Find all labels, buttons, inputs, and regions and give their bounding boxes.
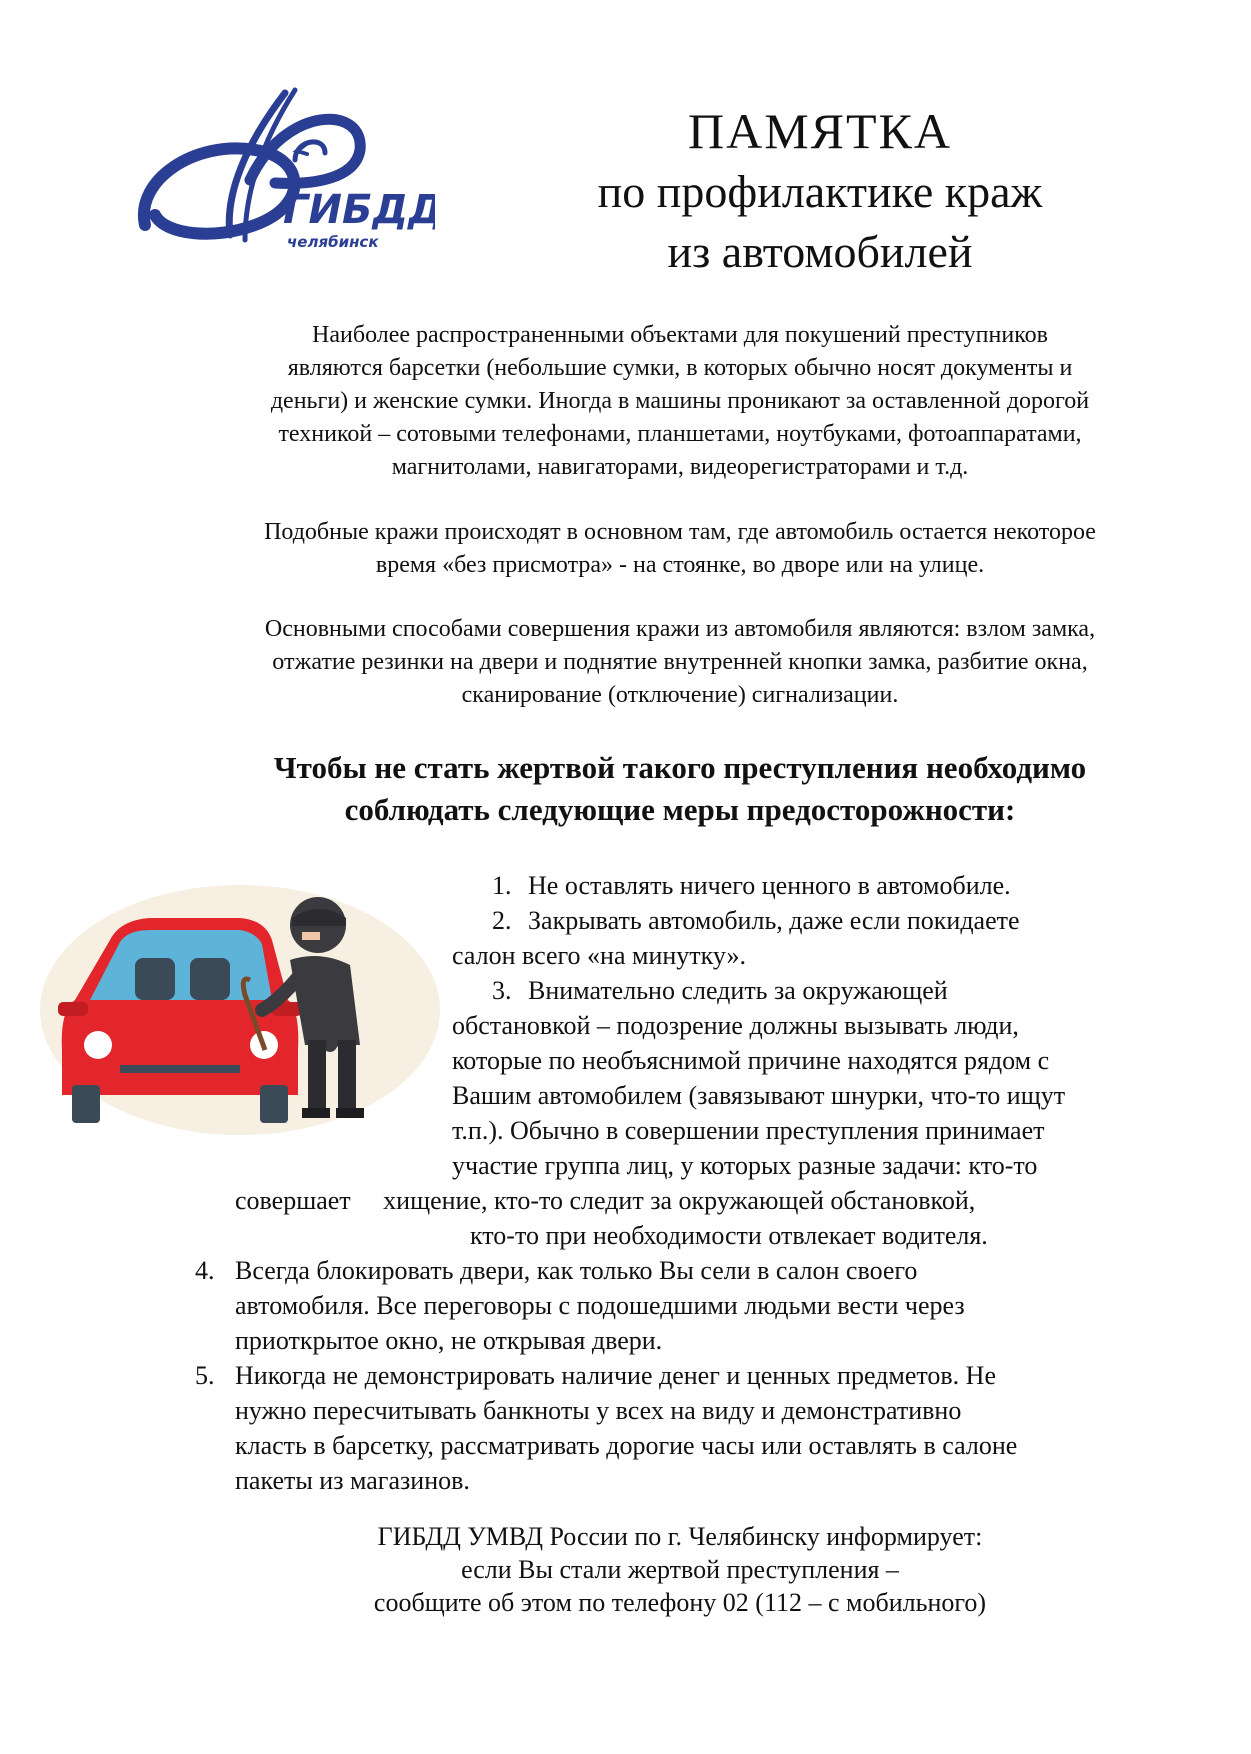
list-item-2 [452, 903, 1192, 938]
precautions-list-top [452, 868, 1192, 1183]
text-line: отжатие резинки на двери и поднятие внутренней кнопки замка, разбитие окна, [272, 649, 1088, 675]
gibdd-emblem-icon [135, 85, 435, 275]
list-item-5 [195, 1358, 1195, 1498]
text-line: время «без присмотра» - на стоянке, во дворе или на улице. [375, 552, 985, 578]
list-number: 3. [492, 976, 512, 1005]
text-line: магнитолами, навигаторами, видеорегистраторами и т.д. [391, 454, 969, 480]
footer-line-2: если Вы стали жертвой преступления – [461, 1555, 899, 1584]
precautions-heading [160, 747, 1200, 831]
text-line: являются барсетки (небольшие сумки, в которых обычно носят документы и [287, 355, 1073, 381]
text-line: Основными способами совершения кражи из автомобиля являются: взлом замка, [264, 616, 1096, 642]
text-line: которые по необъяснимой причине находятся рядом с [452, 1046, 1050, 1075]
list-item-3-wrap-2: кто-то при необходимости отвлекает водителя. [470, 1221, 988, 1250]
text-line: Внимательно следить за окружающей [528, 976, 948, 1005]
intro-paragraph-1 [160, 319, 1200, 484]
text-line: приоткрытое окно, не открывая двери. [235, 1326, 663, 1355]
title-line-3: из автомобилей [667, 226, 973, 277]
text-line: Не оставлять ничего ценного в автомобиле. [528, 871, 1011, 900]
text-line: автомобиля. Все переговоры с подошедшими людьми вести через [235, 1291, 965, 1320]
text-line: техникой – сотовыми телефонами, планшетами, ноутбуками, фотоаппаратами, [278, 421, 1082, 447]
heading-line-1: Чтобы не стать жертвой такого преступления необходимо [273, 750, 1087, 785]
text-line: Наиболее распространенными объектами для покушений преступников [312, 322, 1048, 348]
text-line: деньги) и женские сумки. Иногда в машины проникают за оставленной дорогой [270, 388, 1090, 414]
footer-line-1: ГИБДД УМВД России по г. Челябинску информирует: [377, 1522, 983, 1551]
title-line-2: по профилактике краж [597, 166, 1043, 217]
text-line: салон всего «на минутку». [452, 941, 747, 970]
intro-paragraph-3 [160, 613, 1200, 712]
list-item-3-wrap-1: совершает хищение, кто-то следит за окружающей обстановкой, [235, 1186, 976, 1215]
list-item-3 [452, 973, 1192, 1008]
heading-line-2: соблюдать следующие меры предосторожности: [344, 792, 1016, 827]
svg-text:челябинск: челябинск [287, 233, 379, 251]
list-item-1 [452, 868, 1192, 903]
list-number: 5. [195, 1361, 215, 1390]
text-line: участие группа лиц, у которых разные задачи: кто-то [452, 1151, 1038, 1180]
text-line: Вашим автомобилем (завязывают шнурки, что-то ищут [452, 1081, 1066, 1110]
list-item-4 [195, 1253, 1195, 1358]
list-number: 4. [195, 1256, 215, 1285]
title-line-1: ПАМЯТКА [687, 103, 953, 159]
text-line: пакеты из магазинов. [235, 1466, 470, 1495]
text-line: т.п.). Обычно в совершении преступления принимает [452, 1116, 1045, 1145]
text-line: Никогда не демонстрировать наличие денег и ценных предметов. Не [235, 1361, 996, 1390]
svg-text:ГИБДД: ГИБДД [283, 187, 435, 233]
text-line: обстановкой – подозрение должны вызывать люди, [452, 1011, 1019, 1040]
text-line: сканирование (отключение) сигнализации. [461, 682, 899, 708]
list-number: 2. [492, 906, 512, 935]
text-line: нужно пересчитывать банкноты у всех на виду и демонстративно [235, 1396, 962, 1425]
text-line: класть в барсетку, рассматривать дорогие часы или оставлять в салоне [235, 1431, 1018, 1460]
intro-paragraph-2 [160, 516, 1200, 582]
car-thief-illustration [40, 880, 440, 1140]
gibdd-logo [135, 85, 435, 275]
document-title [520, 100, 1120, 282]
precautions-list-bottom [195, 1253, 1195, 1498]
text-line: Всегда блокировать двери, как только Вы сели в салон своего [235, 1256, 918, 1285]
car-thief-icon [40, 880, 440, 1140]
text-line: Закрывать автомобиль, даже если покидаете [528, 906, 1020, 935]
text-line: Подобные кражи происходят в основном там, где автомобиль остается некоторое [264, 519, 1096, 545]
footer-line-3: сообщите об этом по телефону 02 (112 – с мобильного) [373, 1588, 987, 1617]
list-number: 1. [492, 871, 512, 900]
footer-info [160, 1520, 1200, 1619]
